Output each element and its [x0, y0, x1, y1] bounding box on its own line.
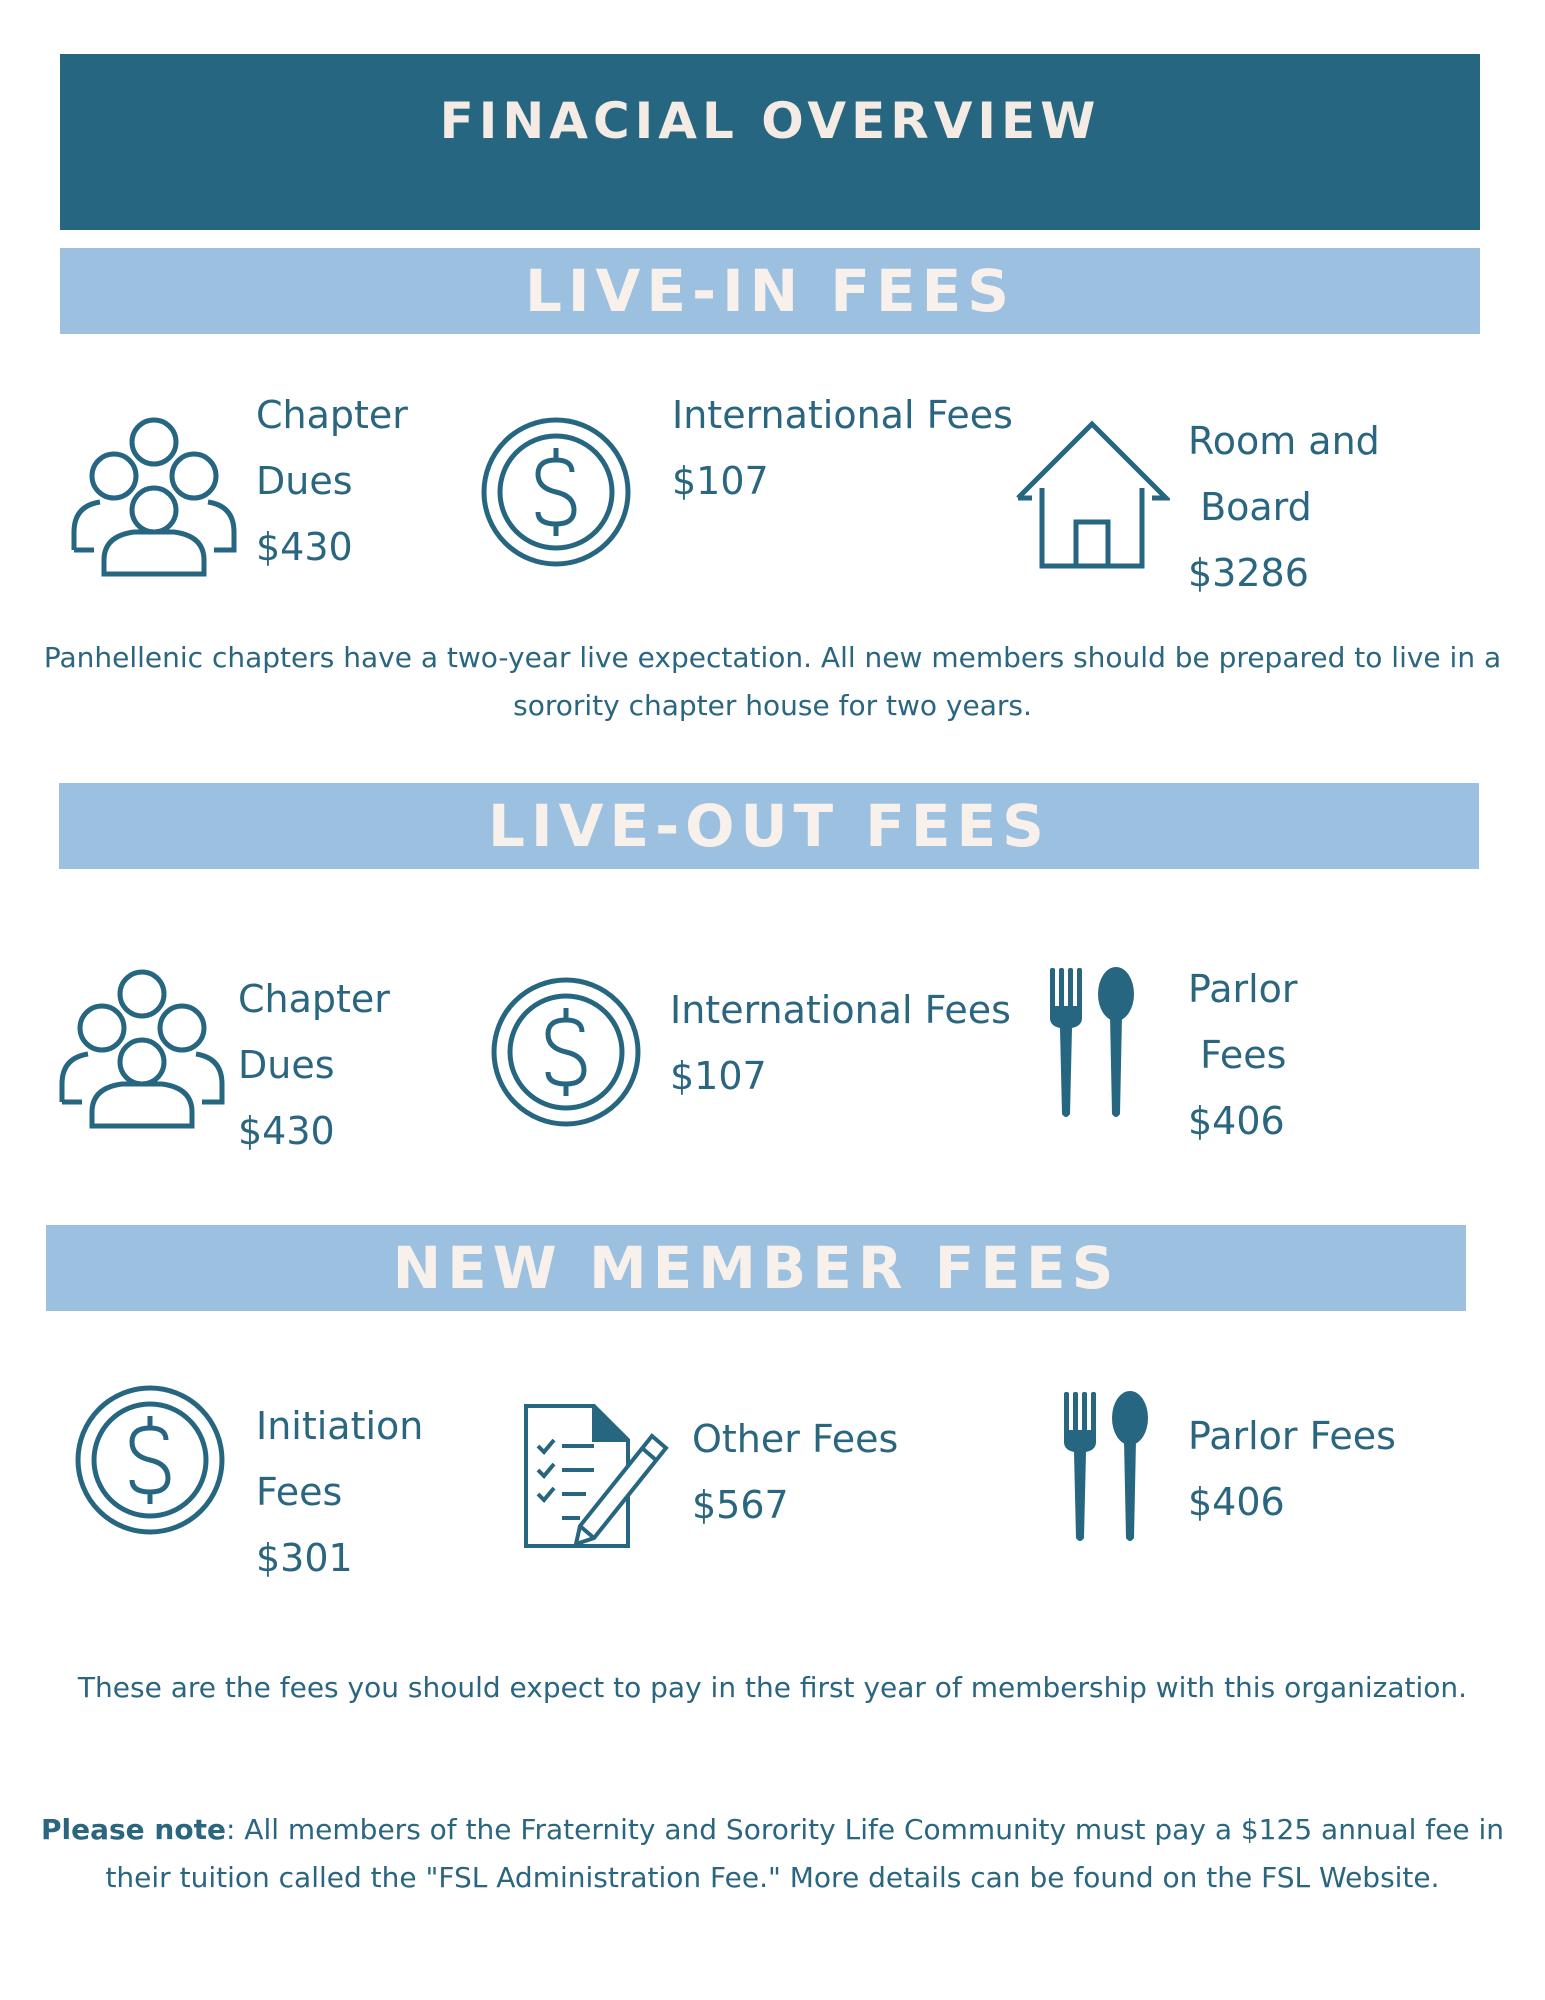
item-label-line: International Fees — [672, 393, 1013, 437]
item-label-line: Fees — [1188, 1033, 1287, 1077]
item-amount: $107 — [672, 459, 769, 503]
item-amount: $107 — [670, 1054, 767, 1098]
new-member-heading — [46, 1225, 1466, 1311]
checklist-pen-icon — [524, 1400, 670, 1548]
house-icon — [1014, 418, 1170, 570]
live-out-title: LIVE-OUT FEES — [488, 792, 1050, 860]
item-label-line: Parlor Fees — [1188, 1414, 1396, 1458]
item-amount: $430 — [256, 525, 353, 569]
item-label-line: Fees — [256, 1470, 343, 1514]
item-label-line: Other Fees — [692, 1417, 899, 1461]
item-amount: $406 — [1188, 1099, 1285, 1143]
live-out-item-parlor-fees — [1188, 956, 1298, 1154]
page-title-banner — [60, 54, 1480, 230]
fork-spoon-icon — [1048, 966, 1136, 1120]
item-amount: $301 — [256, 1536, 353, 1580]
live-in-item-room-and-board — [1188, 408, 1380, 606]
people-group-icon — [58, 966, 226, 1132]
item-label-line: Board — [1188, 485, 1312, 529]
item-label-line: International Fees — [670, 988, 1011, 1032]
new-member-item-other-fees — [692, 1406, 898, 1538]
new-member-item-initiation-fees — [256, 1393, 423, 1591]
item-label-line: Parlor — [1188, 967, 1298, 1011]
item-amount: $3286 — [1188, 551, 1309, 595]
item-label-line: Dues — [256, 459, 353, 503]
live-in-title: LIVE-IN FEES — [524, 257, 1016, 325]
fork-spoon-icon — [1062, 1390, 1150, 1544]
live-out-item-international-fees — [670, 977, 1011, 1109]
first-year-summary: These are the fees you should expect to pay in the first year of membership with this organization. — [77, 1671, 1468, 1704]
live-in-heading — [60, 248, 1480, 334]
item-label-line: Initiation — [256, 1404, 424, 1448]
item-label-line: Dues — [238, 1043, 335, 1087]
live-out-item-chapter-dues — [238, 966, 390, 1164]
dollar-coin-icon — [74, 1384, 226, 1536]
item-label-line: Chapter — [256, 393, 408, 437]
item-label-line: Chapter — [238, 977, 390, 1021]
note-label: Please note — [41, 1813, 226, 1846]
people-group-icon — [70, 414, 238, 580]
fsl-fee-note — [40, 1806, 1505, 1902]
live-in-item-international-fees — [672, 382, 1013, 514]
item-amount: $406 — [1188, 1480, 1285, 1524]
item-amount: $430 — [238, 1109, 335, 1153]
live-out-heading — [59, 783, 1479, 869]
live-in-note: Panhellenic chapters have a two-year live expectation. All new members should be prepared to live in a sorority chapter house for two years. — [43, 641, 1502, 722]
new-member-title: NEW MEMBER FEES — [392, 1234, 1120, 1302]
new-member-item-parlor-fees — [1188, 1403, 1396, 1535]
live-in-item-chapter-dues — [256, 382, 408, 580]
item-amount: $567 — [692, 1483, 789, 1527]
dollar-coin-icon — [490, 976, 642, 1128]
page-title: FINACIAL OVERVIEW — [439, 92, 1101, 150]
item-label-line: Room and — [1188, 419, 1380, 463]
note-text: : All members of the Fraternity and Sorority Life Community must pay a $125 annual fee in their tuition called the "FSL Administration Fee." More details can be found on the FSL Website. — [105, 1813, 1504, 1894]
dollar-coin-icon — [480, 416, 632, 568]
